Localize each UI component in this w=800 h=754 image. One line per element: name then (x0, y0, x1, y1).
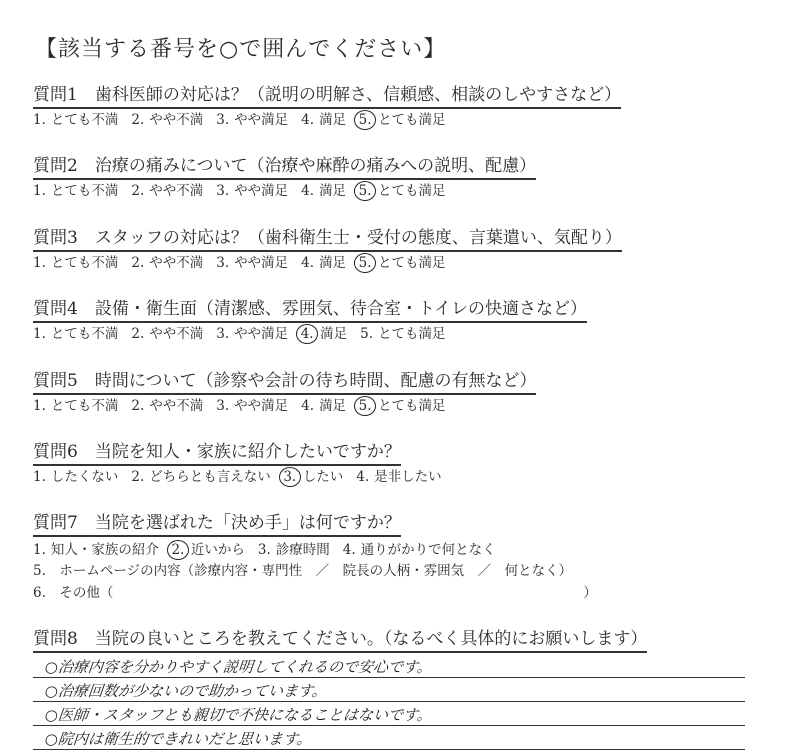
option-number: 1. (33, 112, 46, 128)
option-label: やや満足 (234, 255, 289, 271)
question-4-title: 質問4 設備・衛生面（清潔感、雰囲気、待合室・トイレの快適さなど） (33, 298, 587, 323)
question-2-title: 質問2 治療の痛みについて（治療や麻酔の痛みへの説明、配慮） (33, 155, 536, 180)
option-label: とても満足 (378, 112, 446, 128)
answer-option[interactable] (33, 182, 118, 200)
option-number: 4. (356, 469, 370, 485)
option-number: 5. (360, 326, 374, 342)
option-number: 5. (354, 253, 376, 273)
option-label: 満足 (319, 255, 347, 271)
question-5-title: 質問5 時間について（診察や会計の待ち時間、配慮の有無など） (33, 370, 536, 395)
answer-option-selected[interactable] (359, 253, 446, 273)
option-number: 4. (301, 112, 315, 128)
option-label: 診療時間 (275, 542, 330, 558)
answer-option[interactable] (33, 325, 118, 343)
question-7-title: 質問7 当院を選ばれた「決め手」は何ですか？ (33, 512, 401, 537)
answer-rule (33, 701, 745, 702)
option-label: やや不満 (149, 326, 204, 342)
option-number: 4. (301, 398, 315, 414)
option-number: 4. (342, 542, 356, 558)
answer-option[interactable] (301, 254, 346, 272)
answer-option[interactable] (216, 111, 288, 129)
option-number: 1. (33, 326, 46, 342)
answer-option[interactable] (33, 468, 118, 486)
option-number: 3. (216, 112, 230, 128)
option-number: 2. (167, 540, 189, 560)
handwritten-answer[interactable]: ○治療回数が少ないので助かっています。 (44, 682, 328, 700)
option-label: とても不満 (50, 183, 119, 199)
option-number: 1. (33, 542, 46, 558)
option-label: やや不満 (149, 398, 204, 414)
option-label: 知人・家族の紹介 (50, 542, 159, 558)
answer-option[interactable] (258, 541, 330, 559)
option-number: 2. (131, 326, 145, 342)
option-label: やや満足 (234, 398, 289, 414)
answer-option-selected[interactable] (359, 181, 446, 201)
question-4-options (33, 324, 459, 344)
answer-option[interactable] (33, 541, 159, 559)
option-number: 3. (216, 326, 230, 342)
question-1-options (33, 110, 459, 130)
answer-option[interactable] (131, 468, 270, 486)
question-7-options (33, 540, 509, 560)
option-number: 4. (296, 324, 318, 344)
answer-option[interactable] (301, 111, 346, 129)
page-heading: 【該当する番号を○で囲んでください】 (35, 37, 447, 62)
option-label: やや満足 (234, 183, 289, 199)
option-number: 2. (131, 112, 145, 128)
option-label: とても満足 (378, 183, 446, 199)
option-label: とても不満 (50, 255, 119, 271)
option-label: とても不満 (50, 398, 119, 414)
answer-option-selected[interactable] (284, 467, 344, 487)
option-label: どちらとも言えない (149, 469, 271, 485)
other-close-paren: ） (583, 585, 597, 601)
answer-option[interactable] (216, 325, 288, 343)
answer-option[interactable] (216, 397, 288, 415)
answer-option-selected[interactable] (359, 396, 446, 416)
option-label: やや不満 (149, 183, 204, 199)
option-number: 3. (216, 183, 230, 199)
option-label: やや不満 (149, 112, 204, 128)
option-number: 2. (131, 255, 145, 271)
option-number: 2. (131, 183, 145, 199)
question-8-title: 質問8 当院の良いところを教えてください。（なるべく具体的にお願いします） (33, 628, 647, 653)
answer-rule (33, 749, 745, 750)
option-label: したくない (50, 469, 119, 485)
option-number: 5. (354, 110, 376, 130)
option-number: 5. (354, 396, 376, 416)
answer-option-selected[interactable] (172, 540, 245, 560)
answer-option[interactable] (131, 182, 203, 200)
option-label: とても不満 (50, 326, 119, 342)
question-2-options (33, 181, 459, 201)
other-label: 6. その他（ (33, 585, 114, 601)
answer-option[interactable] (343, 541, 496, 559)
answer-option[interactable] (131, 325, 203, 343)
option-label: とても満足 (378, 255, 446, 271)
answer-option[interactable] (33, 254, 118, 272)
option-number: 3. (216, 255, 230, 271)
option-number: 4. (301, 183, 315, 199)
question-1-title: 質問1 歯科医師の対応は？（説明の明解さ、信頼感、相談のしやすさなど） (33, 84, 621, 109)
question-6-options (33, 467, 455, 487)
option-number: 2. (131, 398, 145, 414)
option-label: したい (302, 469, 344, 485)
handwritten-answer[interactable]: ○治療内容を分かりやすく説明してくれるので安心です。 (44, 658, 433, 676)
option-number: 3. (279, 467, 301, 487)
option-label: やや満足 (234, 326, 289, 342)
question-3-options (33, 253, 459, 273)
option-label: とても満足 (378, 398, 446, 414)
answer-option[interactable] (356, 468, 441, 486)
answer-option[interactable] (216, 182, 288, 200)
answer-option-selected[interactable] (359, 110, 446, 130)
answer-option[interactable] (131, 397, 203, 415)
option-number: 4. (301, 255, 315, 271)
answer-option[interactable] (33, 111, 118, 129)
option-label: 満足 (319, 398, 347, 414)
answer-option[interactable] (301, 397, 346, 415)
option-label: 満足 (319, 112, 347, 128)
option-number: 1. (33, 469, 46, 485)
answer-option[interactable] (33, 397, 118, 415)
option-label: やや不満 (149, 255, 204, 271)
option-number: 1. (33, 255, 46, 271)
option-number: 3. (257, 542, 271, 558)
answer-option[interactable] (301, 182, 346, 200)
option-number: 1. (33, 398, 46, 414)
option-label: 満足 (319, 183, 347, 199)
option-label: 是非したい (374, 469, 442, 485)
handwritten-answer[interactable]: ○医師・スタッフとも親切で不快になることはないです。 (44, 706, 433, 724)
question-5-options (33, 396, 459, 416)
option-label: とても不満 (50, 112, 119, 128)
option-label: やや満足 (234, 112, 289, 128)
option-label: とても満足 (378, 326, 446, 342)
option-number: 3. (216, 398, 230, 414)
answer-rule (33, 725, 745, 726)
answer-option[interactable] (131, 111, 203, 129)
answer-rule (33, 677, 745, 678)
option-label: 近いから (190, 542, 245, 558)
handwritten-answer[interactable]: ○院内は衛生的できれいだと思います。 (44, 730, 313, 748)
answer-option-selected[interactable] (301, 324, 347, 344)
answer-option[interactable] (216, 254, 288, 272)
option-label: 満足 (320, 326, 348, 342)
option-label: 通りがかりで何となく (360, 542, 496, 558)
answer-option[interactable] (131, 254, 203, 272)
option-number: 1. (33, 183, 46, 199)
question-6-title: 質問6 当院を知人・家族に紹介したいですか？ (33, 441, 401, 466)
option-number: 2. (131, 469, 145, 485)
question-3-title: 質問3 スタッフの対応は？（歯科衛生士・受付の態度、言葉遣い、気配り） (33, 227, 622, 252)
option-number: 5. (354, 181, 376, 201)
question-7-option-6[interactable] (33, 584, 597, 602)
question-7-option-5[interactable]: 5. ホームページの内容（診療内容・専門性 ／ 院長の人柄・雰囲気 ／ 何となく） (33, 563, 573, 579)
answer-option[interactable] (360, 325, 445, 343)
